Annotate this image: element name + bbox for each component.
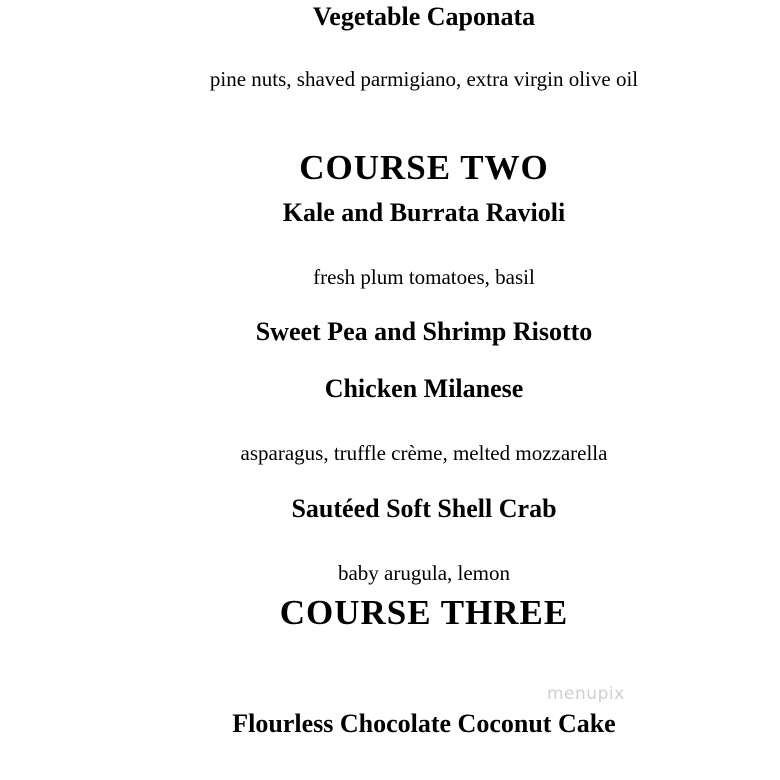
course-two-heading: COURSE TWO <box>299 148 549 187</box>
course-three-heading: COURSE THREE <box>279 593 569 632</box>
dish-description-vegetable-caponata: pine nuts, shaved parmigiano, extra virgin olive oil <box>209 67 639 91</box>
menupix-watermark: menupix <box>547 684 625 704</box>
dish-name-vegetable-caponata: Vegetable Caponata <box>312 2 536 31</box>
dish-name-sweet-pea-shrimp-risotto: Sweet Pea and Shrimp Risotto <box>255 317 593 346</box>
dish-description-chicken-milanese: asparagus, truffle crème, melted mozzarella <box>240 441 608 465</box>
dish-name-sauteed-soft-shell-crab: Sautéed Soft Shell Crab <box>291 494 557 523</box>
dish-description-sauteed-soft-shell-crab: baby arugula, lemon <box>337 561 511 585</box>
dish-name-chicken-milanese: Chicken Milanese <box>324 374 524 403</box>
dish-description-kale-burrata-ravioli: fresh plum tomatoes, basil <box>313 265 535 289</box>
dish-name-flourless-chocolate-coconut-cake: Flourless Chocolate Coconut Cake <box>232 709 616 738</box>
dish-name-kale-burrata-ravioli: Kale and Burrata Ravioli <box>282 198 566 227</box>
